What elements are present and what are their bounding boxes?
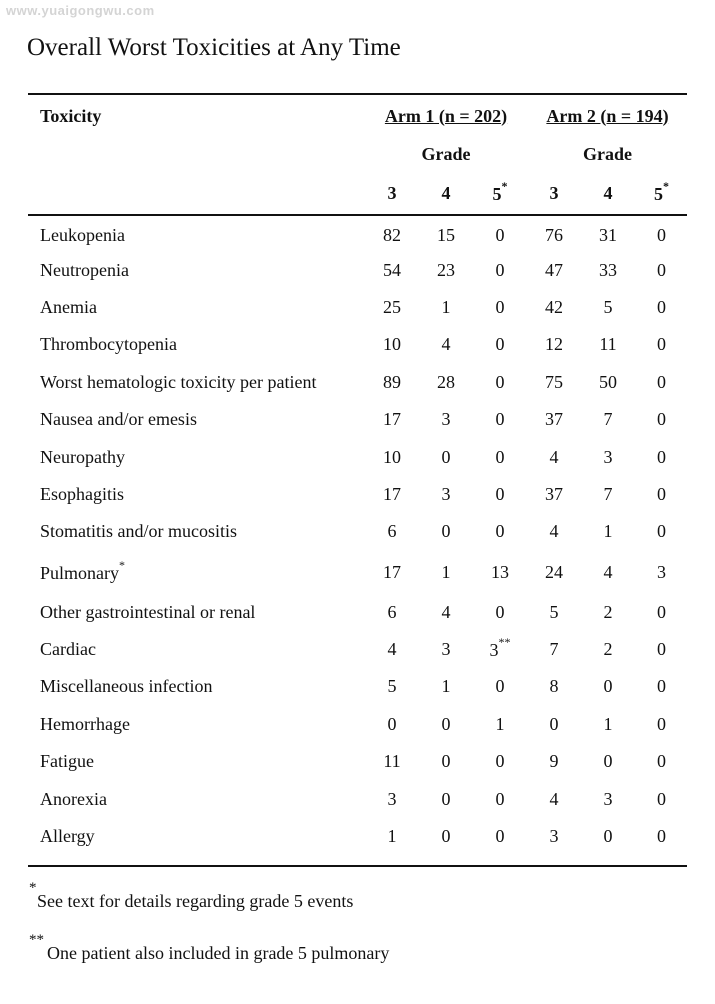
arm1-grade-3-value: 10 — [383, 334, 401, 355]
arm2-grade-3-value: 24 — [545, 561, 563, 582]
table-row — [28, 743, 688, 780]
arm1-grade-4-value: 23 — [437, 259, 455, 280]
arm2-grade-3-value: 4 — [549, 446, 559, 467]
arm1-grade-4: 4 — [441, 182, 451, 203]
arm1-grade-4-value: 28 — [437, 371, 455, 392]
arm2-grade-3-value: 4 — [549, 521, 559, 542]
table-row — [28, 438, 688, 475]
arm2-grade-4-value: 2 — [603, 601, 613, 622]
arm1-grade-3-value: 6 — [387, 521, 397, 542]
arm2-grade-5-value: 0 — [657, 601, 666, 622]
arm1-grade-3-value: 4 — [387, 639, 397, 660]
arm1-grade-4-value: 3 — [441, 483, 451, 504]
watermark: www.yuaigongwu.com — [6, 3, 155, 18]
arm1-grade-5-value: 0 — [495, 259, 505, 280]
arm2-grade-3-value: 12 — [545, 334, 563, 355]
arm2-grade-3: 3 — [549, 182, 559, 203]
arm1-grade-5-value: 0 — [495, 409, 505, 430]
footnote-2-mark: ** — [29, 932, 44, 948]
toxicity-table — [28, 96, 688, 855]
table-row — [28, 214, 688, 251]
arm1-grade-5-value: 0 — [495, 788, 505, 809]
table-row — [28, 780, 688, 817]
arm1-grade-5-value: 0 — [495, 601, 505, 622]
toxicity-name: Thrombocytopenia — [40, 334, 177, 355]
arm2-grade-5-value: 0 — [657, 751, 666, 772]
arm1-grade-5-value: 0 — [495, 826, 505, 847]
table-row — [28, 551, 688, 594]
arm1-grade-header: Grade — [421, 143, 471, 164]
arm1-grade-5-value: 0 — [495, 334, 505, 355]
table-row — [28, 594, 688, 631]
arm2-grade-5-value: 0 — [657, 639, 666, 660]
arm2-grade-4-value: 7 — [603, 483, 613, 504]
arm2-grade-5-value: 0 — [657, 446, 666, 467]
arm1-grade-5-value: 0 — [495, 521, 505, 542]
arm1-grade-4-value: 0 — [441, 751, 451, 772]
arm1-grade-5: 5* — [492, 178, 508, 204]
toxicity-name: Leukopenia — [40, 225, 125, 246]
arm1-grade-3-value: 54 — [383, 259, 401, 280]
arm1-grade-5-value: 0 — [495, 751, 505, 772]
table-top-rule — [28, 93, 687, 95]
arm1-grade-5-value: 0 — [495, 483, 505, 504]
arm1-grade-4-value: 0 — [441, 521, 451, 542]
toxicity-table-body — [28, 214, 688, 855]
arm2-grade-5-value: 0 — [657, 259, 666, 280]
footnote-2-text: One patient also included in grade 5 pulmonary — [47, 943, 390, 963]
arm2-grade-3-value: 7 — [549, 639, 559, 660]
arm2-grade-3-value: 37 — [545, 483, 563, 504]
footnote-1 — [29, 880, 353, 912]
toxicity-name: Neuropathy — [40, 446, 125, 467]
arm1-grade-5-value: 13 — [491, 561, 509, 582]
arm1-grade-4-value: 15 — [437, 225, 455, 246]
arm2-grade-4-value: 11 — [599, 334, 617, 355]
arm2-grade-4-value: 0 — [603, 751, 613, 772]
arm2-grade-4-value: 7 — [603, 409, 613, 430]
grade5-footnote-mark: * — [501, 178, 508, 193]
arm2-grade-5-value: 0 — [657, 483, 666, 504]
footnote-mark: ** — [498, 635, 511, 650]
arm1-grade-5-value: 3** — [489, 635, 511, 661]
arm2-grade-4-value: 1 — [603, 713, 613, 734]
table-row — [28, 706, 688, 743]
arm2-grade-4-value: 4 — [603, 561, 613, 582]
arm1-grade-3-value: 3 — [387, 788, 397, 809]
arm1-grade-4-value: 4 — [441, 334, 451, 355]
arm1-grade-5-value: 0 — [495, 676, 505, 697]
table-row — [28, 513, 688, 550]
arm2-grade-5-value: 0 — [657, 296, 666, 317]
arm2-grade-3-value: 0 — [549, 713, 559, 734]
arm2-grade-5-value: 0 — [657, 371, 666, 392]
arm1-grade-4-value: 4 — [441, 601, 451, 622]
arm1-grade-3-value: 10 — [383, 446, 401, 467]
arm2-grade-5-value: 0 — [657, 713, 666, 734]
arm1-grade-5-value: 0 — [495, 446, 505, 467]
arm2-grade-4-value: 2 — [603, 639, 613, 660]
arm2-grade-3-value: 76 — [545, 225, 563, 246]
arm1-grade-3-value: 5 — [387, 676, 397, 697]
arm1-grade-3-value: 17 — [383, 483, 401, 504]
footnote-1-text: See text for details regarding grade 5 events — [37, 891, 354, 911]
arm1-grade-3-value: 17 — [383, 561, 401, 582]
arm1-grade-5-value: 1 — [495, 713, 505, 734]
page-title: Overall Worst Toxicities at Any Time — [27, 34, 401, 61]
arm1-grade-4-value: 1 — [441, 296, 451, 317]
toxicity-name: Hemorrhage — [40, 713, 130, 734]
toxicity-name: Cardiac — [40, 639, 96, 660]
arm2-grade-3-value: 47 — [545, 259, 563, 280]
table-row — [28, 631, 688, 668]
arm2-grade-3-value: 9 — [549, 751, 559, 772]
arm1-grade-3: 3 — [387, 182, 397, 203]
toxicity-name: Miscellaneous infection — [40, 676, 213, 697]
arm1-grade-5-value: 0 — [495, 225, 505, 246]
toxicity-name: Other gastrointestinal or renal — [40, 601, 256, 622]
arm2-grade-3-value: 75 — [545, 371, 563, 392]
table-row — [28, 401, 688, 438]
arm2-grade-4-value: 0 — [603, 826, 613, 847]
arm1-grade-4-value: 3 — [441, 409, 451, 430]
arm2-grade-5-value: 0 — [657, 521, 666, 542]
arm2-grade-5: 5* — [654, 178, 669, 204]
arm2-grade-3-value: 5 — [549, 601, 559, 622]
arm1-grade-3-value: 17 — [383, 409, 401, 430]
arm2-grade-3-value: 8 — [549, 676, 559, 697]
table-row — [28, 289, 688, 326]
arm1-grade-4-value: 1 — [441, 676, 451, 697]
toxicity-name: Anorexia — [40, 788, 107, 809]
toxicity-name: Fatigue — [40, 751, 94, 772]
arm1-grade-4-value: 3 — [441, 639, 451, 660]
arm1-grade-4-value: 0 — [441, 788, 451, 809]
arm1-grade-3-value: 25 — [383, 296, 401, 317]
footnote-1-mark: * — [29, 880, 37, 896]
toxicity-name: Stomatitis and/or mucositis — [40, 521, 237, 542]
table-row — [28, 818, 688, 855]
arm1-grade-3-value: 89 — [383, 371, 401, 392]
arm2-grade-5-value: 0 — [657, 334, 666, 355]
arm2-grade-5-value: 3 — [657, 561, 666, 582]
arm2-grade-5-value: 0 — [657, 826, 666, 847]
arm2-grade-header: Grade — [583, 143, 632, 164]
arm2-grade-5-value: 0 — [657, 788, 666, 809]
arm2-header: Arm 2 (n = 194) — [546, 105, 669, 126]
footnote-2 — [29, 932, 389, 964]
arm2-grade-4-value: 0 — [603, 676, 613, 697]
arm2-grade-4-value: 50 — [599, 371, 617, 392]
arm2-grade-4-value: 3 — [603, 788, 613, 809]
arm1-grade-4-value: 0 — [441, 446, 451, 467]
arm2-grade-5-value: 0 — [657, 676, 666, 697]
arm2-grade-4-value: 3 — [603, 446, 613, 467]
toxicity-name: Neutropenia — [40, 259, 129, 280]
toxicity-name: Anemia — [40, 296, 97, 317]
arm2-grade-4-value: 31 — [599, 225, 617, 246]
table-row — [28, 364, 688, 401]
arm1-grade-5-value: 0 — [495, 296, 505, 317]
toxicity-column-header: Toxicity — [40, 105, 102, 126]
table-row — [28, 251, 688, 288]
toxicity-name: Nausea and/or emesis — [40, 409, 197, 430]
grade5-footnote-mark: * — [663, 178, 669, 193]
arm2-grade-3-value: 3 — [549, 826, 559, 847]
footnote-mark: * — [119, 557, 125, 572]
arm2-grade-3-value: 37 — [545, 409, 563, 430]
arm1-header: Arm 1 (n = 202) — [384, 105, 508, 126]
arm1-grade-4-value: 1 — [441, 561, 451, 582]
arm1-grade-5-value: 0 — [495, 371, 505, 392]
arm2-grade-5-value: 0 — [657, 225, 666, 246]
toxicity-name: Allergy — [40, 826, 95, 847]
toxicity-name: Worst hematologic toxicity per patient — [40, 371, 317, 392]
table-bottom-rule — [28, 865, 687, 867]
arm2-grade-4-value: 5 — [603, 296, 613, 317]
table-row — [28, 668, 688, 705]
arm2-grade-4: 4 — [603, 182, 613, 203]
arm2-grade-4-value: 33 — [599, 259, 617, 280]
arm1-grade-4-value: 0 — [441, 826, 451, 847]
arm1-grade-3-value: 0 — [387, 713, 397, 734]
arm2-grade-3-value: 42 — [545, 296, 563, 317]
arm1-grade-3-value: 6 — [387, 601, 397, 622]
table-row — [28, 326, 688, 363]
arm1-grade-3-value: 82 — [383, 225, 401, 246]
arm2-grade-5-value: 0 — [657, 409, 666, 430]
toxicity-name: Esophagitis — [40, 483, 124, 504]
arm1-grade-3-value: 11 — [383, 751, 401, 772]
table-row — [28, 476, 688, 513]
toxicity-name: Pulmonary* — [40, 557, 125, 583]
arm1-grade-4-value: 0 — [441, 713, 451, 734]
arm1-grade-3-value: 1 — [387, 826, 397, 847]
arm2-grade-4-value: 1 — [603, 521, 613, 542]
arm2-grade-3-value: 4 — [549, 788, 559, 809]
